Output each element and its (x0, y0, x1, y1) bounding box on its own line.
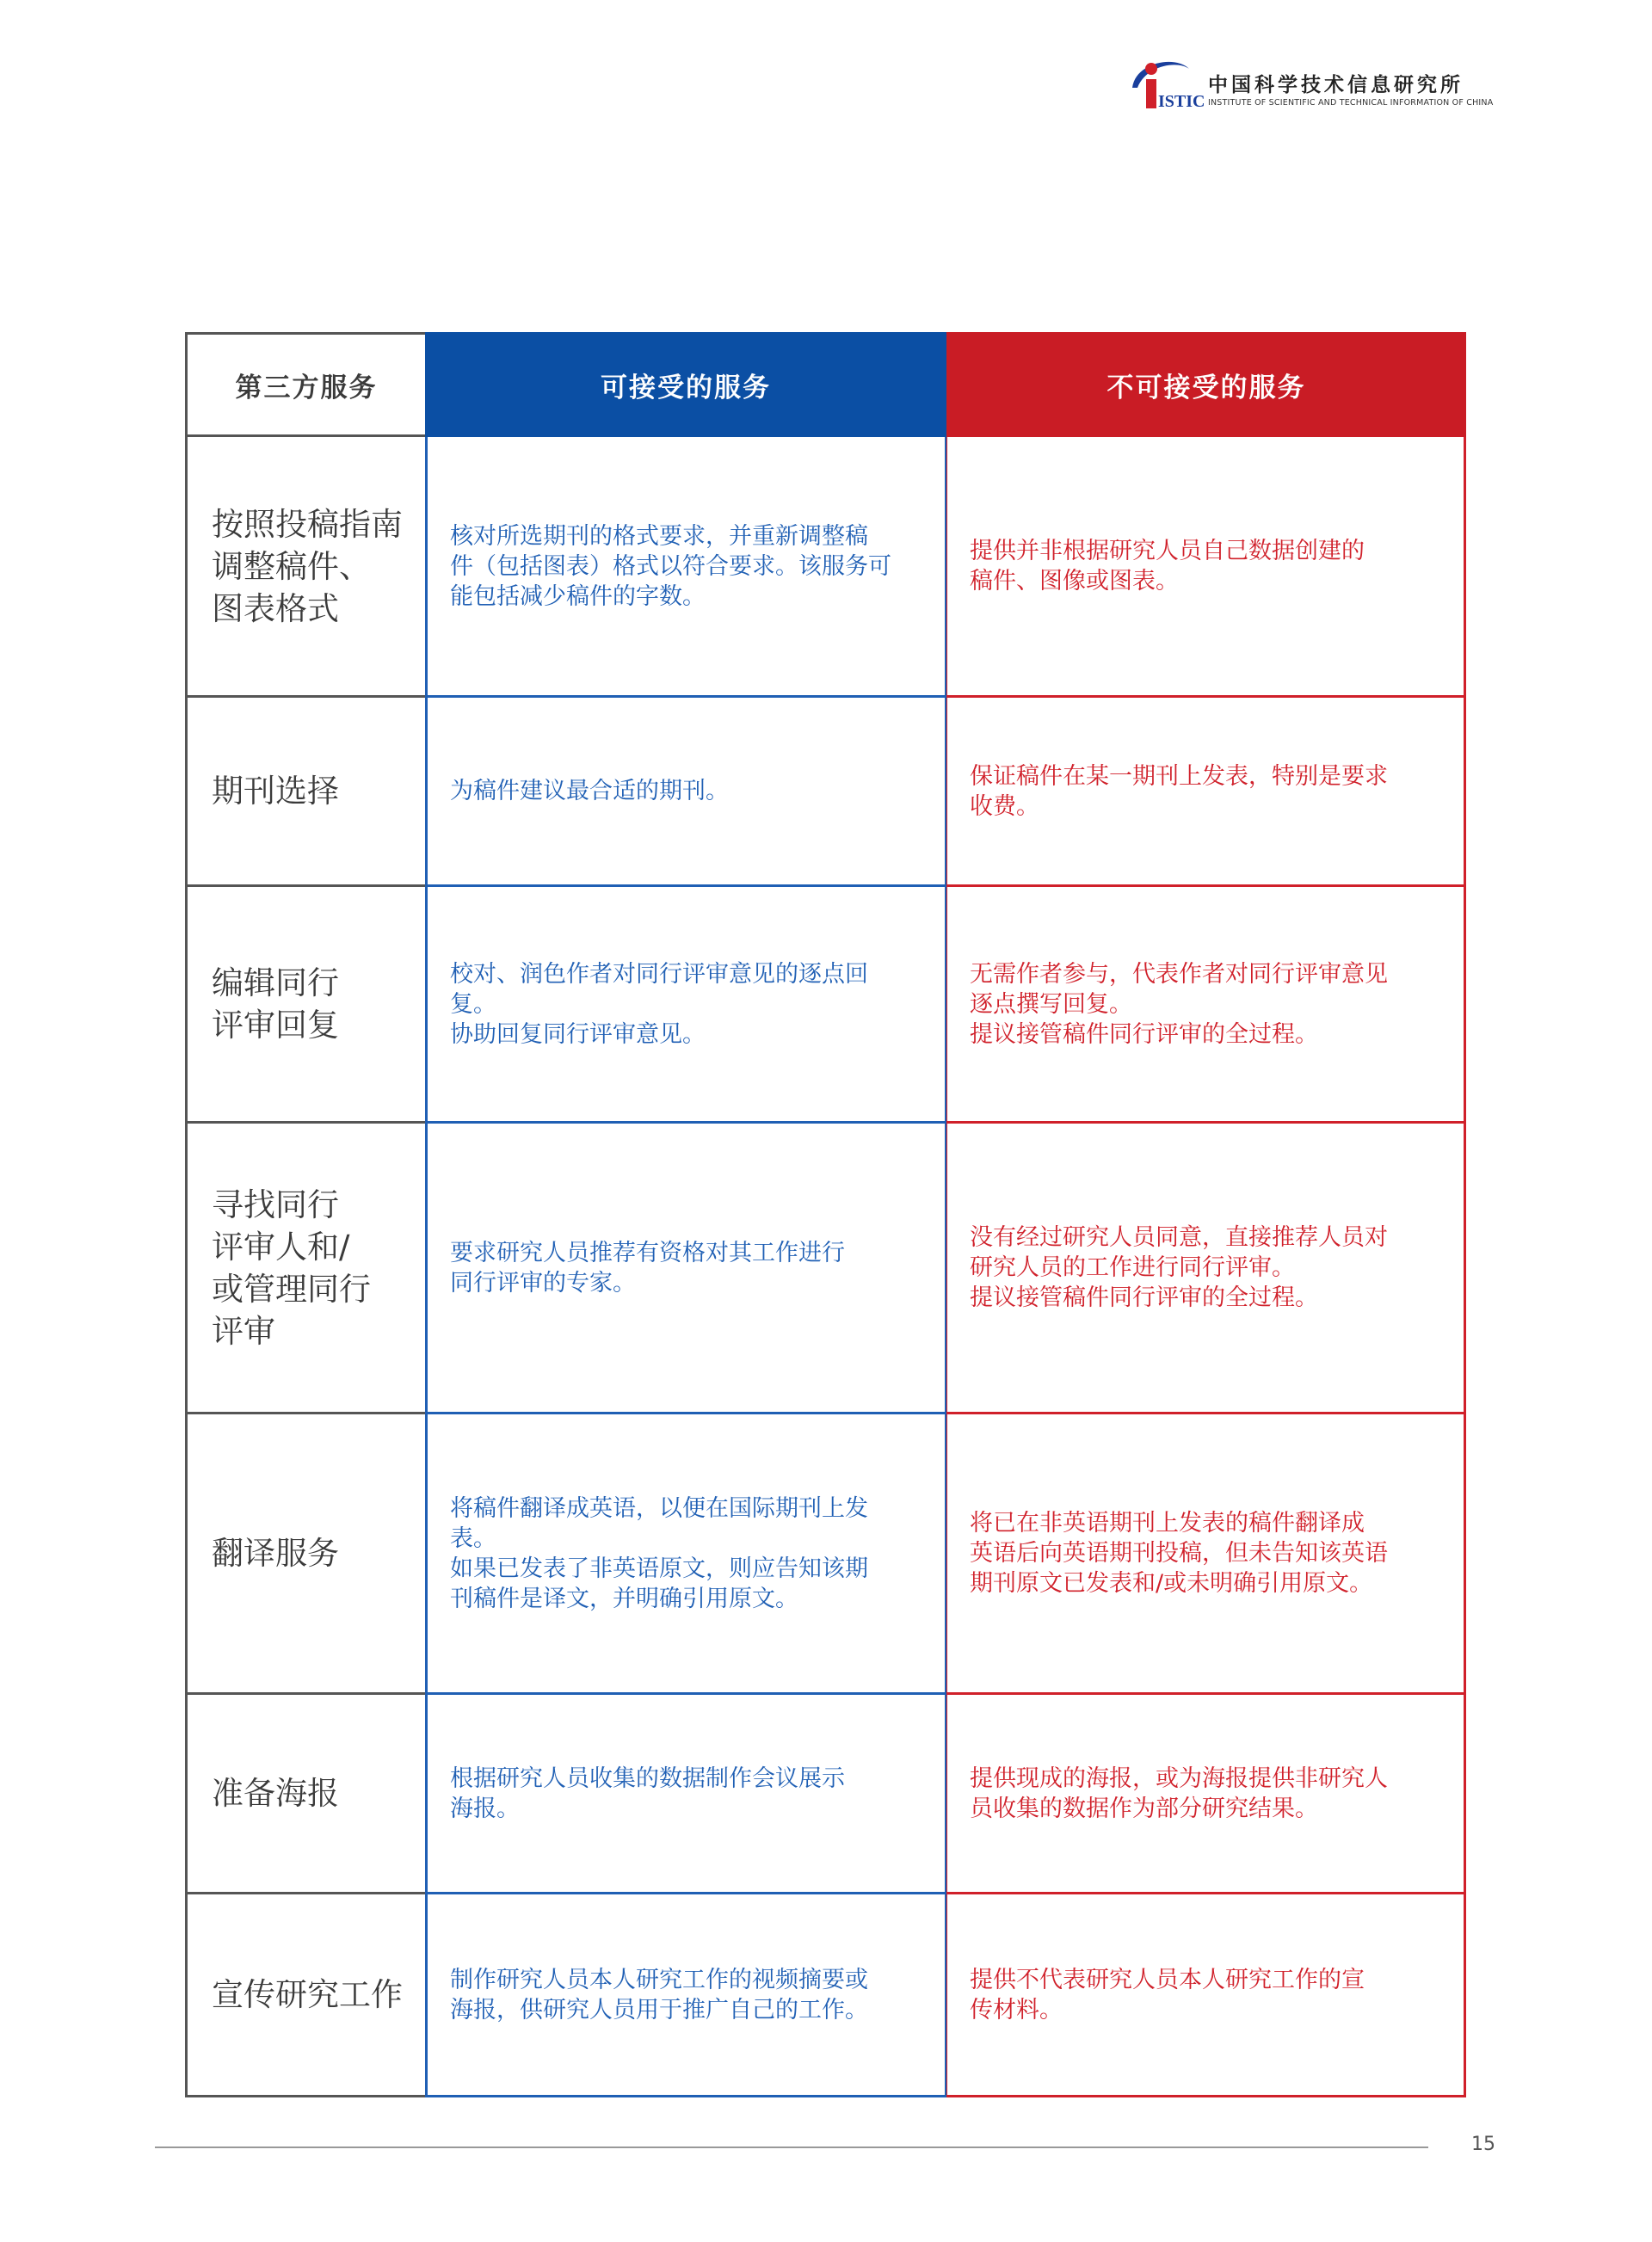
row-service-label: 编辑同行 评审回复 (185, 887, 425, 1124)
services-table (185, 332, 1466, 2097)
page-number: 15 (1471, 2134, 1495, 2155)
footer-divider (155, 2147, 1428, 2148)
row-unacceptable-cell: 无需作者参与，代表作者对同行评审意见 逐点撰写回复。 提议接管稿件同行评审的全过程。 (946, 887, 1466, 1124)
row-unacceptable-cell: 提供现成的海报，或为海报提供非研究人 员收集的数据作为部分研究结果。 (946, 1695, 1466, 1894)
row-service-label: 期刊选择 (185, 698, 425, 887)
row-service-label: 寻找同行 评审人和/ 或管理同行 评审 (185, 1124, 425, 1414)
row-acceptable-cell: 核对所选期刊的格式要求，并重新调整稿 件（包括图表）格式以符合要求。该服务可 能包括减少稿件的字数。 (425, 437, 946, 698)
row-service-label: 准备海报 (185, 1695, 425, 1894)
row-unacceptable-cell: 将已在非英语期刊上发表的稿件翻译成 英语后向英语期刊投稿，但未告知该英语 期刊原文已发表和/或未明确引用原文。 (946, 1414, 1466, 1695)
row-acceptable-cell: 将稿件翻译成英语，以便在国际期刊上发 表。 如果已发表了非英语原文，则应告知该期 刊稿件是译文，并明确引用原文。 (425, 1414, 946, 1695)
row-acceptable-cell: 校对、润色作者对同行评审意见的逐点回 复。 协助回复同行评审意见。 (425, 887, 946, 1124)
header-acceptable: 可接受的服务 (425, 332, 946, 437)
header-service: 第三方服务 (185, 332, 425, 437)
row-acceptable-cell: 根据研究人员收集的数据制作会议展示 海报。 (425, 1695, 946, 1894)
istic-logo-icon (1125, 53, 1205, 115)
logo-text: ISTIC (1158, 92, 1205, 111)
row-unacceptable-cell: 没有经过研究人员同意，直接推荐人员对 研究人员的工作进行同行评审。 提议接管稿件同行评审的全过程。 (946, 1124, 1466, 1414)
istic-logo (1125, 53, 1504, 115)
row-acceptable-cell: 要求研究人员推荐有资格对其工作进行 同行评审的专家。 (425, 1124, 946, 1414)
row-acceptable-cell: 制作研究人员本人研究工作的视频摘要或 海报，供研究人员用于推广自己的工作。 (425, 1894, 946, 2097)
header-unacceptable: 不可接受的服务 (946, 332, 1466, 437)
row-acceptable-cell: 为稿件建议最合适的期刊。 (425, 698, 946, 887)
row-unacceptable-cell: 提供不代表研究人员本人研究工作的宣 传材料。 (946, 1894, 1466, 2097)
row-service-label: 翻译服务 (185, 1414, 425, 1695)
row-unacceptable-cell: 保证稿件在某一期刊上发表，特别是要求 收费。 (946, 698, 1466, 887)
row-unacceptable-cell: 提供并非根据研究人员自己数据创建的 稿件、图像或图表。 (946, 437, 1466, 698)
row-service-label: 按照投稿指南 调整稿件、 图表格式 (185, 437, 425, 698)
org-name-en: INSTITUTE OF SCIENTIFIC AND TECHNICAL INFORMATION OF CHINA (1208, 98, 1494, 108)
org-name-cn: 中国科学技术信息研究所 (1208, 74, 1464, 96)
row-service-label: 宣传研究工作 (185, 1894, 425, 2097)
